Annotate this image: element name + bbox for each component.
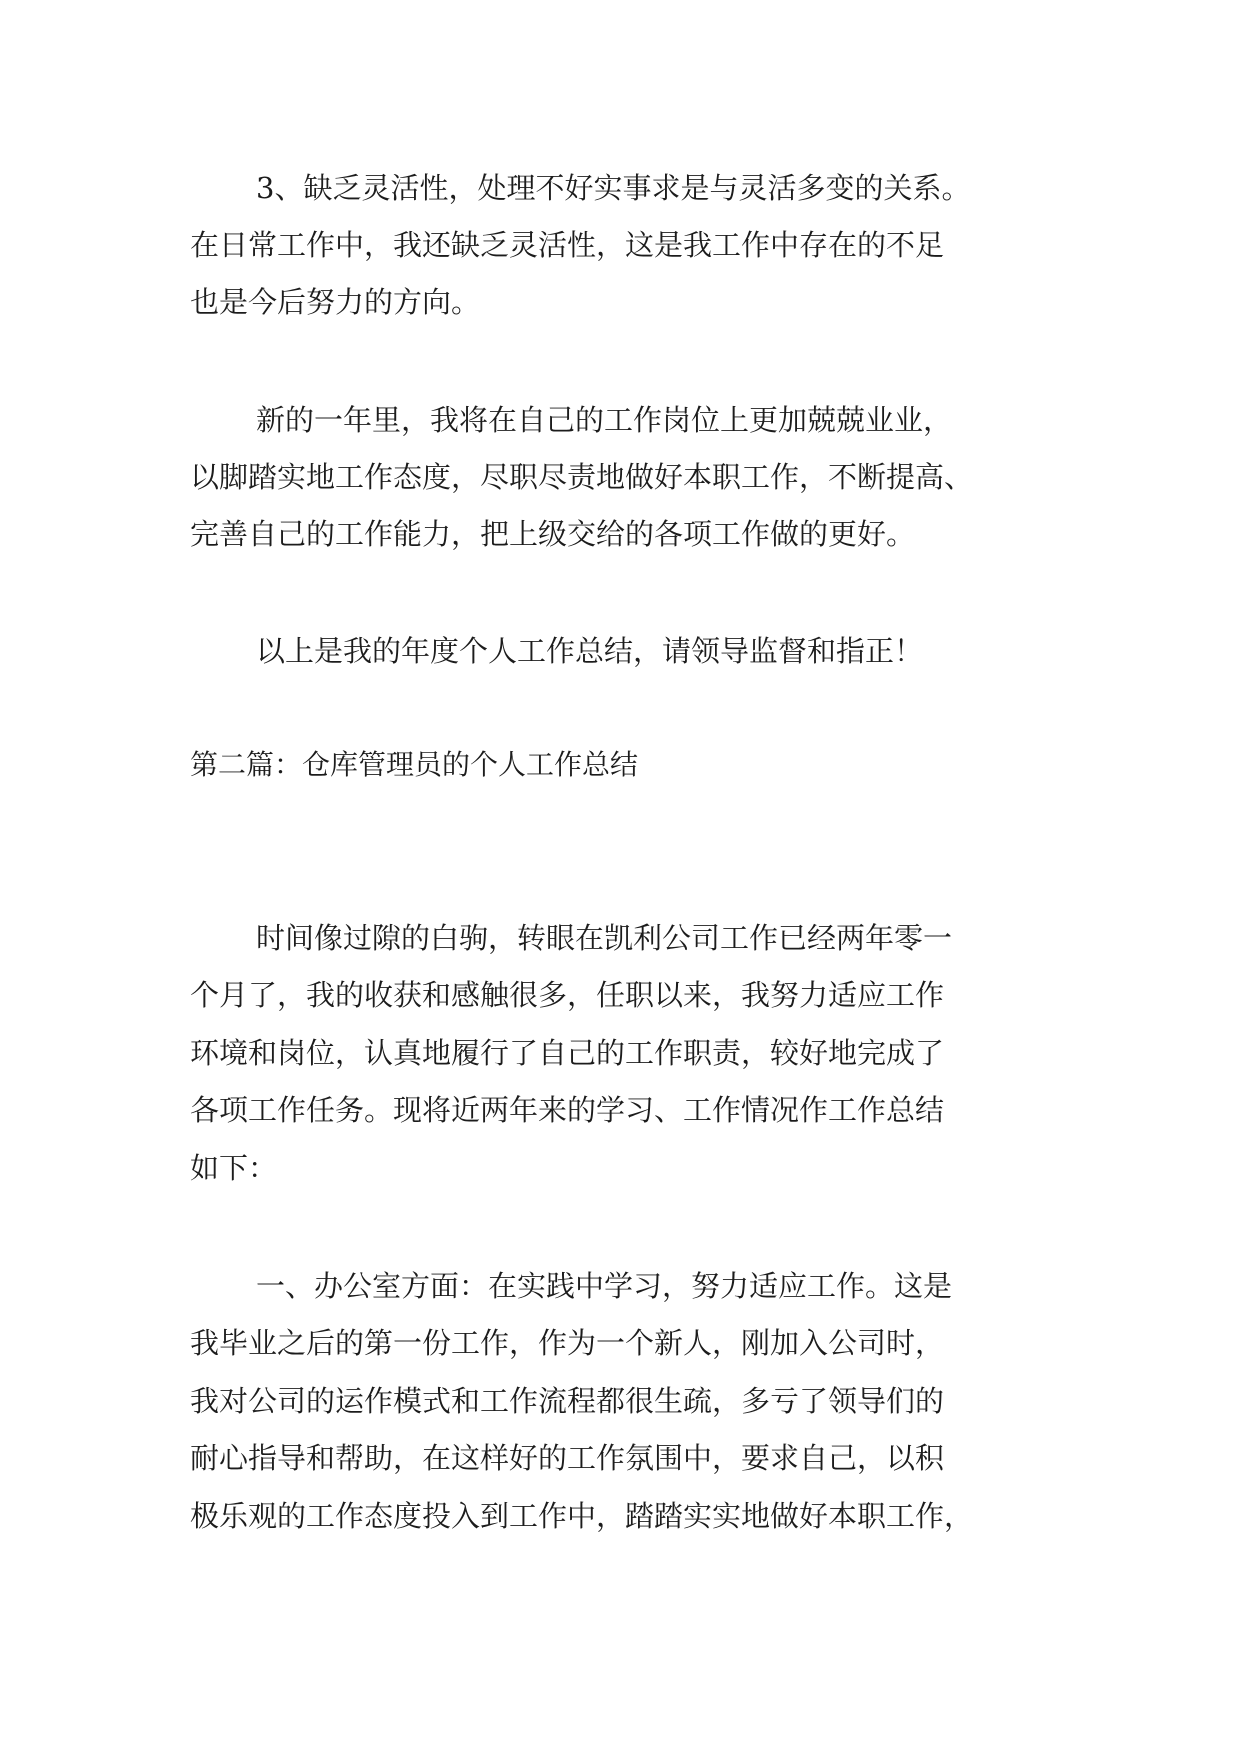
paragraph-line: 以上是我的年度个人工作总结，请领导监督和指正！ [256,634,924,668]
paragraph-line: 新的一年里，我将在自己的工作岗位上更加兢兢业业， [256,403,953,437]
section-heading: 第二篇：仓库管理员的个人工作总结 [190,748,639,781]
paragraph-line: 以脚踏实地工作态度，尽职尽责地做好本职工作，不断提高、 [190,460,974,494]
paragraph-line: 如下： [190,1151,278,1185]
paragraph-line: 各项工作任务。现将近两年来的学习、工作情况作工作总结 [190,1093,945,1127]
paragraph-line: 在日常工作中，我还缺乏灵活性，这是我工作中存在的不足 [190,228,945,262]
paragraph-line: 我对公司的运作模式和工作流程都很生疏，多亏了领导们的 [190,1384,945,1418]
paragraph-line: 3、缺乏灵活性，处理不好实事求是与灵活多变的关系。 [256,171,971,205]
paragraph-line: 我毕业之后的第一份工作，作为一个新人，刚加入公司时， [190,1326,945,1360]
paragraph-line: 环境和岗位，认真地履行了自己的工作职责，较好地完成了 [190,1036,945,1070]
paragraph-line: 极乐观的工作态度投入到工作中，踏踏实实地做好本职工作， [190,1499,974,1533]
paragraph-line: 一、办公室方面：在实践中学习，努力适应工作。这是 [256,1269,953,1303]
paragraph-line: 完善自己的工作能力，把上级交给的各项工作做的更好。 [190,517,916,551]
paragraph-line: 耐心指导和帮助，在这样好的工作氛围中，要求自己，以积 [190,1441,945,1475]
paragraph-line: 个月了，我的收获和感触很多，任职以来，我努力适应工作 [190,978,945,1012]
paragraph-line: 时间像过隙的白驹，转眼在凯利公司工作已经两年零一 [256,921,953,955]
paragraph-line: 也是今后努力的方向。 [190,285,481,319]
